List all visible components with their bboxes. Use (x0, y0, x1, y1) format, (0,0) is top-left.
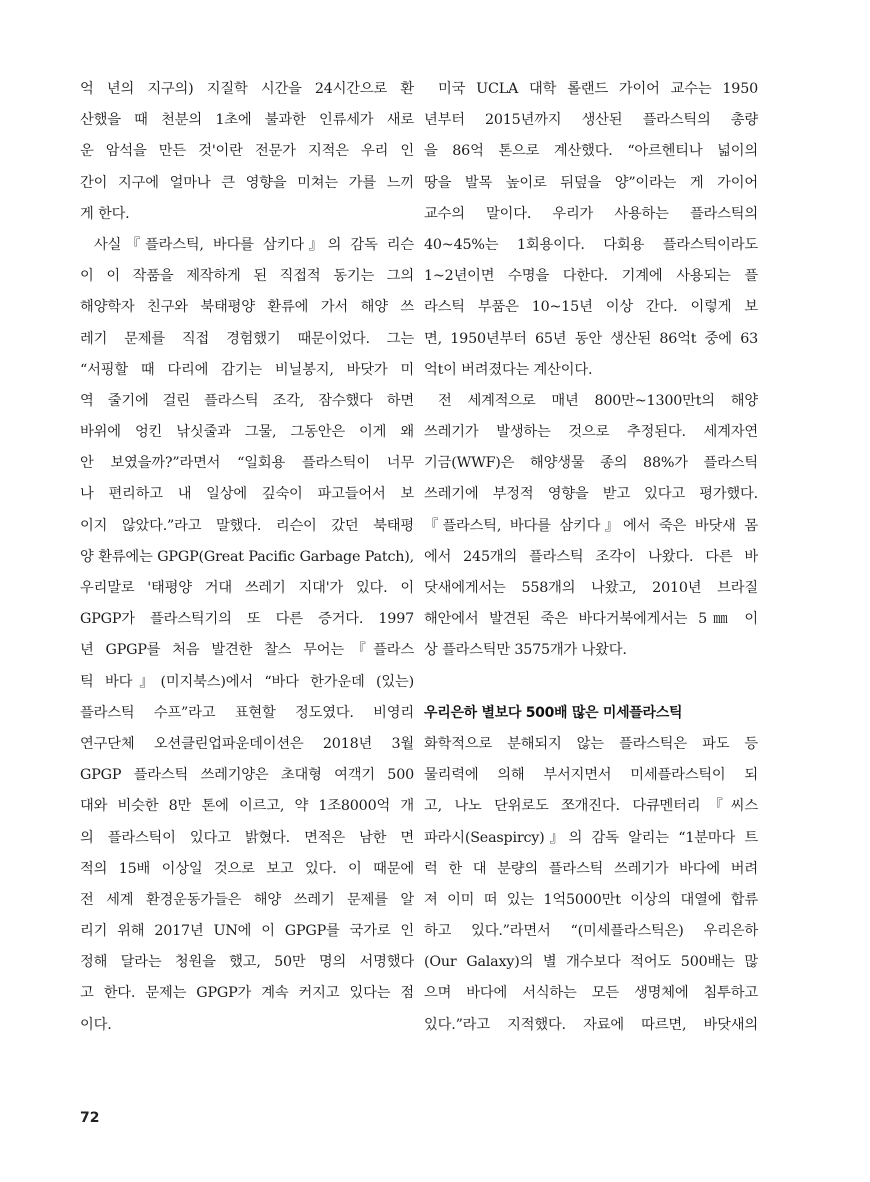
text-line: 전 세계적으로 매년 800만~1300만t의 해양 (438, 392, 758, 409)
text-line: GPGP 플라스틱 쓰레기양은 초대형 여객기 500 (80, 767, 414, 784)
text-line: 면, 1950년부터 65년 동안 생산된 86억t 중에 63 (424, 330, 758, 347)
text-line: 레기 문제를 직접 경험했기 때문이었다. 그는 (80, 330, 414, 347)
text-line: 있다.”라고 지적했다. 자료에 따르면, 바닷새의 (424, 1016, 758, 1033)
text-line: 이지 않았다.”라고 말했다. 리슨이 갔던 북태평 (80, 517, 414, 534)
text-line: 해양학자 친구와 북태평양 환류에 가서 해양 쓰 (80, 299, 414, 316)
text-line: 미국 UCLA 대학 롤랜드 가이어 교수는 1950 (438, 81, 758, 97)
text-line: 『플라스틱, 바다를 삼키다』에서 죽은 바닷새 몸 (424, 517, 758, 534)
text-line: 틱 바다』(미지북스)에서 “바다 한가운데 (있는) (80, 673, 414, 690)
text-line: (Our Galaxy)의 별 개수보다 적어도 500배는 많 (424, 954, 758, 971)
text-line: 억t이 버려졌다는 계산이다. (424, 361, 593, 378)
page-number: 72 (80, 1110, 100, 1126)
right-column-part1 (424, 74, 758, 667)
text-line: 1~2년이면 수명을 다한다. 기계에 사용되는 플 (424, 268, 758, 285)
section-subheading: 우리은하 별보다 500배 많은 미세플라스틱 (424, 704, 683, 721)
text-line: 40~45%는 1회용이다. 다회용 플라스틱이라도 (424, 236, 758, 253)
text-line: 화학적으로 분해되지 않는 플라스틱은 파도 등 (424, 735, 758, 752)
text-line: 의 플라스틱이 있다고 밝혔다. 면적은 남한 면 (80, 829, 414, 846)
text-line: 연구단체 오션클린업파운데이션은 2018년 3월 (80, 735, 414, 752)
text-line: 사실『플라스틱, 바다를 삼키다』의 감독 리슨 (94, 236, 414, 253)
text-line: 으며 바다에 서식하는 모든 생명체에 침투하고 (424, 985, 758, 1002)
text-line: 플라스틱 수프”라고 표현할 정도였다. 비영리 (80, 704, 414, 721)
text-line: 에서 245개의 플라스틱 조각이 나왔다. 다른 바 (424, 548, 758, 565)
text-line: 운 암석을 만든 것'이란 전문가 지적은 우리 인 (80, 143, 414, 160)
text-line: 라스틱 부품은 10~15년 이상 간다. 이렇게 보 (424, 299, 758, 316)
text-line: 게 한다. (80, 205, 130, 222)
text-line: 간이 지구에 얼마나 큰 영향을 미쳐는 가를 느끼 (80, 174, 414, 191)
text-line: “서핑할 때 다리에 감기는 비닐봉지, 바닷가 미 (80, 361, 414, 378)
text-line: 억 년의 지구의) 지질학 시간을 24시간으로 환 (80, 81, 414, 97)
right-column (424, 74, 758, 1041)
text-line: 이 이 작품을 제작하게 된 직접적 동기는 그의 (80, 268, 414, 285)
text-line: 고 한다. 문제는 GPGP가 계속 커지고 있다는 점 (80, 985, 414, 1002)
text-line: 쓰레기에 부정적 영향을 받고 있다고 평가했다. (424, 486, 758, 503)
text-line: 해안에서 발견된 죽은 바다거북에게서는 5㎜ 이 (424, 611, 758, 628)
text-line: 안 보였을까?”라면서 “일회용 플라스틱이 너무 (80, 455, 414, 472)
text-line: 대와 비슷한 8만 톤에 이르고, 약 1조8000억 개 (80, 798, 414, 815)
text-line: 바위에 엉킨 낚싯줄과 그물, 그동안은 이게 왜 (80, 424, 414, 441)
text-line: 년부터 2015년까지 생산된 플라스틱의 총량 (424, 112, 758, 129)
right-column-part2 (424, 729, 758, 1041)
text-line: 나 편리하고 내 일상에 깊숙이 파고들어서 보 (80, 486, 414, 503)
text-line: 하고 있다.”라면서 “(미세플라스틱은) 우리은하 (424, 923, 758, 940)
text-line: 고, 나노 단위로도 쪼개진다. 다큐멘터리『씨스 (424, 798, 758, 815)
text-line: 우리말로 '태평양 거대 쓰레기 지대'가 있다. 이 (80, 580, 414, 596)
text-line: 년 GPGP를 처음 발견한 찰스 무어는『플라스 (80, 642, 414, 659)
text-line: 쓰레기가 발생하는 것으로 추정된다. 세계자연 (424, 424, 758, 441)
text-line: 산했을 때 천분의 1초에 불과한 인류세가 새로 (80, 112, 414, 129)
text-line: 역 줄기에 걸린 플라스틱 조각, 잠수했다 하면 (80, 392, 414, 409)
text-line: 교수의 말이다. 우리가 사용하는 플라스틱의 (424, 205, 758, 222)
left-column (80, 74, 414, 1041)
text-line: 물리력에 의해 부서지면서 미세플라스틱이 되 (424, 767, 758, 784)
text-line: 전 세계 환경운동가들은 해양 쓰레기 문제를 알 (80, 891, 414, 908)
text-line: 져 이미 떠 있는 1억5000만t 이상의 대열에 합류 (424, 891, 758, 908)
section-gap (424, 667, 758, 698)
text-line: 정해 달라는 청원을 했고, 50만 명의 서명했다 (80, 954, 414, 971)
text-line: 상 플라스틱만 3575개가 나왔다. (424, 642, 627, 659)
text-line: 땅을 발목 높이로 뒤덮을 양”이라는 게 가이어 (424, 174, 758, 191)
text-line: 파라시(Seaspircy)』의 감독 알리는 “1분마다 트 (424, 829, 758, 846)
text-line: 이다. (80, 1016, 112, 1033)
text-line: 적의 15배 이상일 것으로 보고 있다. 이 때문에 (80, 860, 414, 877)
text-line: 닷새에게서는 558개의 나왔고, 2010년 브라질 (424, 580, 758, 596)
text-line: 럭 한 대 분량의 플라스틱 쓰레기가 바다에 버려 (424, 860, 758, 877)
text-line: GPGP가 플라스틱기의 또 다른 증거다. 1997 (80, 611, 414, 628)
text-line: 을 86억 톤으로 계산했다. “아르헨티나 넓이의 (424, 143, 758, 160)
text-line: 리기 위해 2017년 UN에 이 GPGP를 국가로 인 (80, 923, 414, 940)
text-line: 기금(WWF)은 해양생물 종의 88%가 플라스틱 (424, 455, 758, 472)
text-line: 양 환류에는 GPGP(Great Pacific Garbage Patch), (80, 548, 414, 565)
